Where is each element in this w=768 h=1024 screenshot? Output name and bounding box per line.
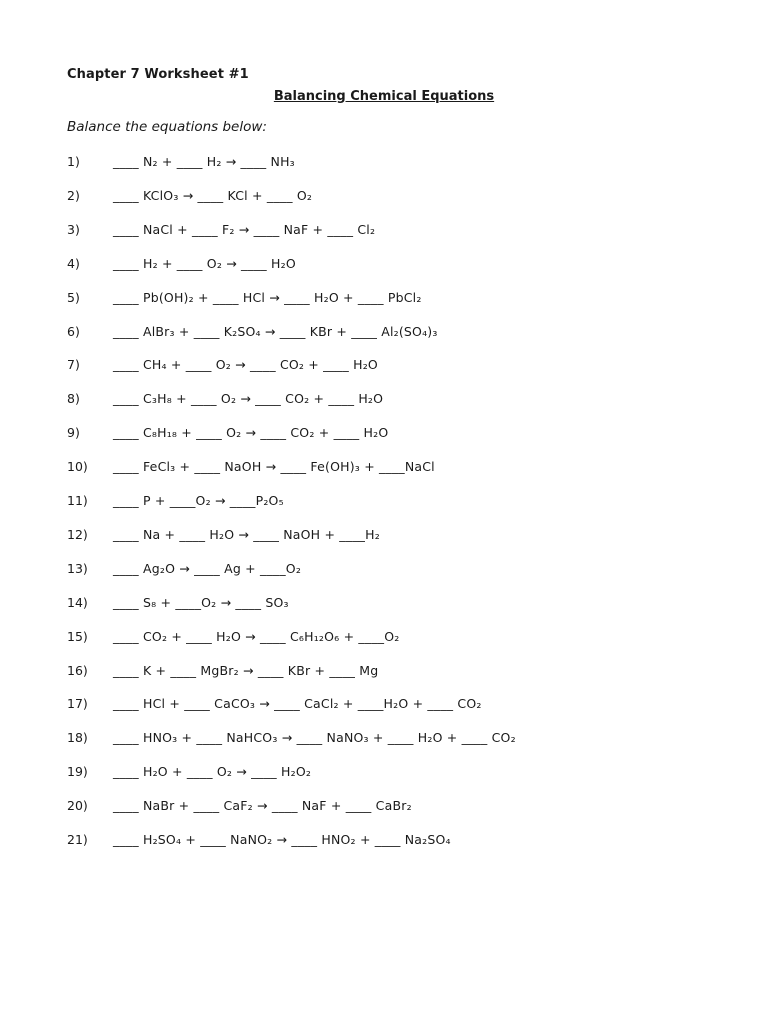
equation-row xyxy=(0,222,768,242)
equation-row xyxy=(0,629,768,649)
equation-text: ____ Ag₂O → ____ Ag + ____O₂ xyxy=(113,560,302,576)
worksheet-title: Chapter 7 Worksheet #1 xyxy=(67,67,249,82)
equation-text: ____ H₂SO₄ + ____ NaNO₂ → ____ HNO₂ + ____ Na₂SO₄ xyxy=(113,832,451,847)
equation-row xyxy=(0,290,768,310)
equation-row xyxy=(0,561,768,581)
equation-row xyxy=(0,188,768,208)
equation-row xyxy=(0,527,768,547)
equation-text: ____ NaBr + ____ CaF₂ → ____ NaF + ____ CaBr₂ xyxy=(113,798,412,814)
worksheet-subtitle: Balancing Chemical Equations xyxy=(273,89,495,104)
equation-number: 19) xyxy=(67,764,88,780)
equation-row xyxy=(0,764,768,784)
equation-text: ____ N₂ + ____ H₂ → ____ NH₃ xyxy=(113,154,295,169)
equation-row xyxy=(0,832,768,852)
equation-row xyxy=(0,696,768,716)
equation-number: 7) xyxy=(67,357,80,373)
equation-text: ____ Na + ____ H₂O → ____ NaOH + ____H₂ xyxy=(113,526,380,542)
equation-text: ____ FeCl₃ + ____ NaOH → ____ Fe(OH)₃ + ____NaCl xyxy=(113,459,435,475)
equation-text: ____ H₂ + ____ O₂ → ____ H₂O xyxy=(113,255,296,271)
equation-number: 5) xyxy=(67,289,80,305)
equation-number: 8) xyxy=(67,391,80,407)
equation-number: 18) xyxy=(67,730,88,746)
equation-row xyxy=(0,595,768,615)
equation-row xyxy=(0,425,768,445)
equation-text: ____ C₈H₁₈ + ____ O₂ → ____ CO₂ + ____ H₂O xyxy=(113,425,389,441)
equation-text: ____ H₂O + ____ O₂ → ____ H₂O₂ xyxy=(113,764,312,780)
equation-text: ____ C₃H₈ + ____ O₂ → ____ CO₂ + ____ H₂O xyxy=(113,391,384,407)
equation-row xyxy=(0,730,768,750)
equation-number: 16) xyxy=(67,662,88,678)
equation-text: ____ KClO₃ → ____ KCl + ____ O₂ xyxy=(113,187,313,203)
equation-text: ____ P + ____O₂ → ____P₂O₅ xyxy=(113,493,284,508)
equation-number: 17) xyxy=(67,696,88,712)
equation-row xyxy=(0,256,768,276)
equation-text: ____ CO₂ + ____ H₂O → ____ C₆H₁₂O₆ + ____O₂ xyxy=(113,628,400,644)
equation-number: 21) xyxy=(67,832,88,847)
equation-number: 11) xyxy=(67,493,88,508)
equation-row xyxy=(0,391,768,411)
equation-row xyxy=(0,324,768,344)
equation-row xyxy=(0,663,768,683)
equation-row xyxy=(0,357,768,377)
equation-number: 4) xyxy=(67,255,80,271)
equation-text: ____ HCl + ____ CaCO₃ → ____ CaCl₂ + ____H₂O + ____ CO₂ xyxy=(113,696,482,712)
instructions-text: Balance the equations below: xyxy=(67,119,267,135)
equation-text: ____ HNO₃ + ____ NaHCO₃ → ____ NaNO₃ + ____ H₂O + ____ CO₂ xyxy=(113,730,516,746)
equation-number: 13) xyxy=(67,560,88,576)
equation-number: 6) xyxy=(67,323,80,339)
equation-number: 10) xyxy=(67,459,88,475)
equation-number: 9) xyxy=(67,425,80,441)
worksheet-subtitle-container xyxy=(0,85,768,104)
equation-row xyxy=(0,154,768,174)
equation-text: ____ NaCl + ____ F₂ → ____ NaF + ____ Cl₂ xyxy=(113,221,376,237)
equation-text: ____ CH₄ + ____ O₂ → ____ CO₂ + ____ H₂O xyxy=(113,357,378,373)
equation-text: ____ Pb(OH)₂ + ____ HCl → ____ H₂O + ____ PbCl₂ xyxy=(113,289,422,305)
equation-text: ____ S₈ + ____O₂ → ____ SO₃ xyxy=(113,594,289,610)
equation-text: ____ AlBr₃ + ____ K₂SO₄ → ____ KBr + ____ Al₂(SO₄)₃ xyxy=(113,323,438,339)
equation-text: ____ K + ____ MgBr₂ → ____ KBr + ____ Mg xyxy=(113,662,379,678)
equation-number: 14) xyxy=(67,594,88,610)
equation-row xyxy=(0,493,768,513)
equation-row xyxy=(0,459,768,479)
equation-number: 1) xyxy=(67,154,80,169)
equation-row xyxy=(0,798,768,818)
equation-number: 3) xyxy=(67,221,80,237)
equation-number: 12) xyxy=(67,526,88,542)
equation-number: 2) xyxy=(67,187,80,203)
equation-number: 20) xyxy=(67,798,88,814)
equation-number: 15) xyxy=(67,628,88,644)
